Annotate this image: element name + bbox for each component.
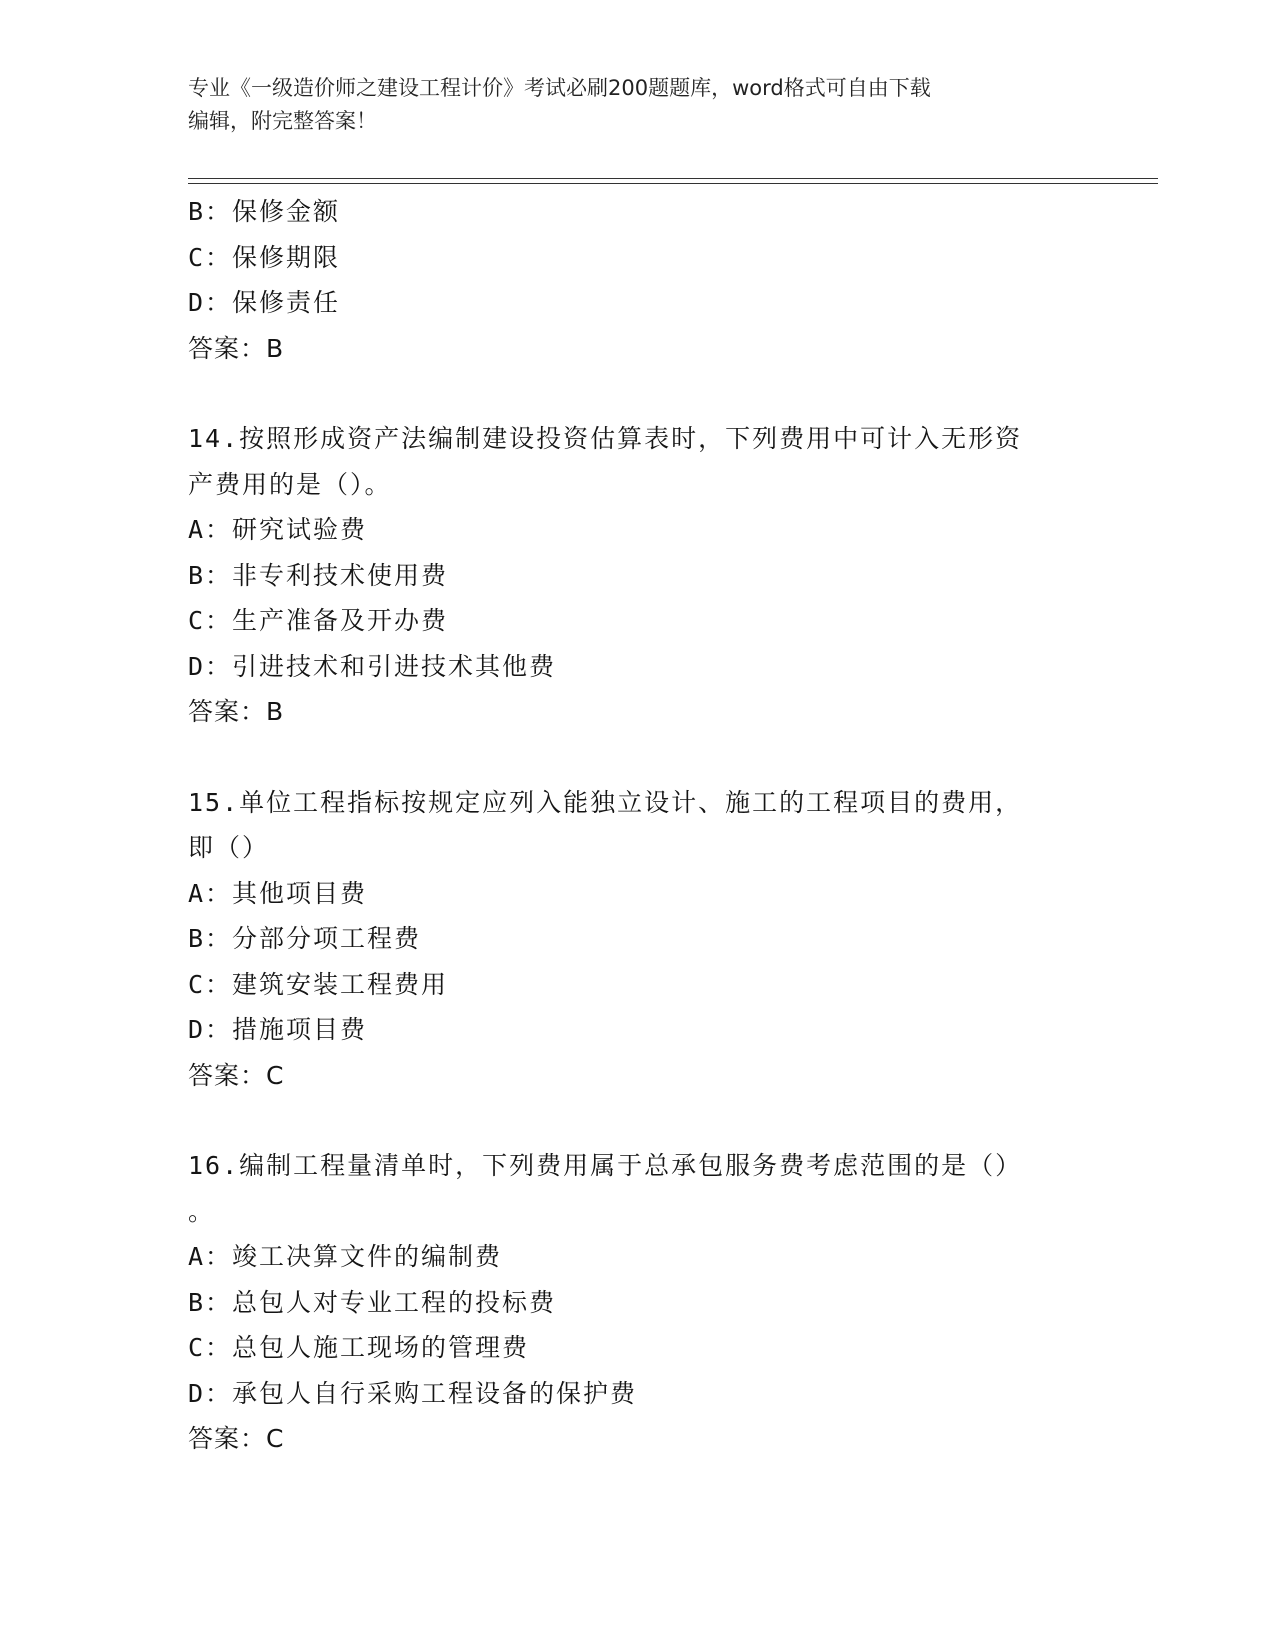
option-d: D：承包人自行采购工程设备的保护费 (188, 1378, 638, 1408)
option-d: D：引进技术和引进技术其他费 (188, 651, 557, 681)
header-line-1: 专业《一级造价师之建设工程计价》考试必刷200题题库，word格式可自由下载 (188, 76, 931, 100)
option-a: A：研究试验费 (188, 515, 368, 544)
question-14 (188, 416, 1088, 735)
answer-line: 答案：B (188, 697, 285, 726)
question-16 (188, 1143, 1088, 1462)
question-list (188, 189, 1088, 1462)
option-d: D：保修责任 (188, 288, 341, 317)
option-c: C：生产准备及开办费 (188, 606, 449, 635)
option-b: B：保修金额 (188, 197, 341, 226)
answer-line: 答案：C (188, 1060, 285, 1090)
question-stem: 即（） (188, 833, 270, 862)
option-b: B：非专利技术使用费 (188, 560, 449, 590)
header-line-2: 编辑，附完整答案！ (188, 109, 377, 133)
previous-question-tail (188, 189, 1088, 371)
question-stem: 15.单位工程指标按规定应列入能独立设计、施工的工程项目的费用， (188, 787, 1023, 817)
question-stem: 产费用的是（）。 (188, 469, 392, 499)
option-a: A：其他项目费 (188, 878, 368, 908)
question-stem: 。 (188, 1196, 216, 1226)
option-c: C：总包人施工现场的管理费 (188, 1333, 530, 1362)
header-divider-top (188, 178, 1158, 179)
spacer (188, 1098, 1088, 1143)
answer-line: 答案：C (188, 1424, 285, 1453)
option-d: D：措施项目费 (188, 1015, 368, 1044)
spacer (188, 371, 1088, 416)
answer-line: 答案：B (188, 333, 285, 363)
option-c: C：建筑安装工程费用 (188, 969, 449, 999)
option-b: B：总包人对专业工程的投标费 (188, 1287, 557, 1317)
question-stem: 14.按照形成资产法编制建设投资估算表时，下列费用中可计入无形资 (188, 424, 1023, 453)
page-header (188, 72, 1068, 138)
option-c: C：保修期限 (188, 242, 341, 272)
header-divider-bottom (188, 183, 1158, 184)
spacer (188, 735, 1088, 780)
option-a: A：竣工决算文件的编制费 (188, 1242, 503, 1271)
question-stem: 16.编制工程量清单时，下列费用属于总承包服务费考虑范围的是（） (188, 1151, 1023, 1180)
question-15 (188, 780, 1088, 1099)
option-b: B：分部分项工程费 (188, 924, 422, 953)
